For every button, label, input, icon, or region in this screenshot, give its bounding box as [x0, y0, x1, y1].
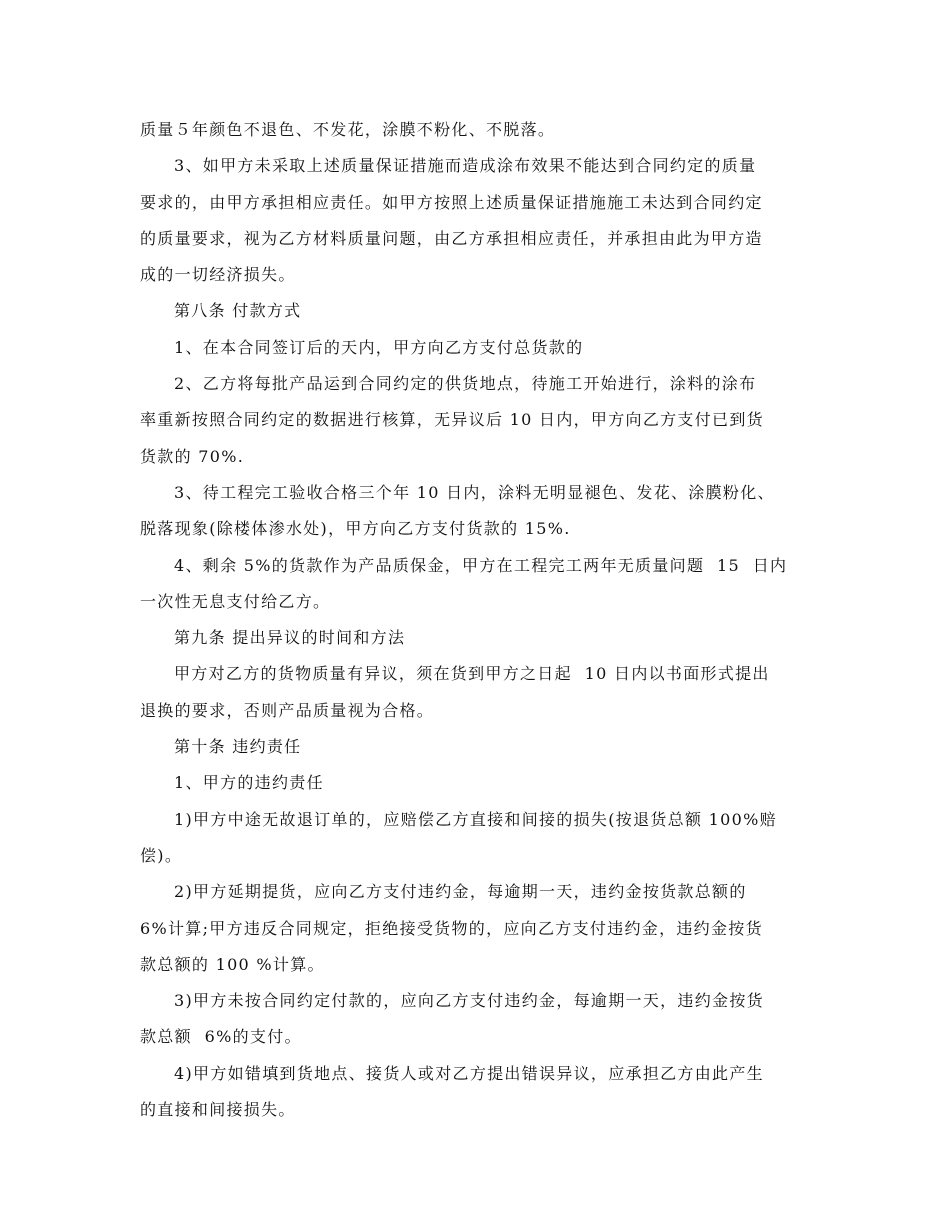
text-line: 的质量要求，视为乙方材料质量问题，由乙方承担相应责任，并承担由此为甲方造 — [140, 228, 763, 248]
text-line: 3)甲方未按合同约定付款的，应向乙方支付违约金，每逾期一天，违约金按货 — [174, 991, 764, 1011]
text-line: 甲方对乙方的货物质量有异议，须在货到甲方之日起 10 日内以书面形式提出 — [174, 664, 770, 684]
contract-paragraph — [140, 765, 820, 801]
contract-paragraph — [140, 874, 820, 983]
contract-paragraph — [140, 548, 820, 621]
text-line: 1、在本合同签订后的天内，甲方向乙方支付总货款的 — [174, 337, 584, 357]
contract-paragraph — [140, 366, 820, 475]
text-line: 款总额 6%的支付。 — [140, 1027, 302, 1047]
contract-paragraph — [140, 729, 820, 765]
text-line: 的直接和间接损失。 — [140, 1100, 296, 1120]
text-line: 2、乙方将每批产品运到合同约定的供货地点，待施工开始进行，涂料的涂布 — [174, 374, 757, 394]
text-line: 要求的，由甲方承担相应责任。如甲方按照上述质量保证措施施工未达到合同约定 — [140, 192, 763, 212]
text-line: 第九条 提出异议的时间和方法 — [174, 628, 406, 648]
contract-paragraph — [140, 112, 820, 148]
text-line: 3、如甲方未采取上述质量保证措施而造成涂布效果不能达到合同约定的质量 — [174, 156, 757, 176]
text-line: 1)甲方中途无故退订单的，应赔偿乙方直接和间接的损失(按退货总额 100%赔 — [174, 809, 777, 829]
contract-paragraph — [140, 620, 820, 656]
text-line: 退换的要求，否则产品质量视为合格。 — [140, 700, 435, 720]
text-line: 脱落现象(除楼体渗水处)，甲方向乙方支付货款的 15%. — [140, 519, 571, 539]
text-line: 1、甲方的违约责任 — [174, 773, 324, 793]
text-line: 货款的 70%. — [140, 446, 245, 466]
text-line: 4)甲方如错填到货地点、接货人或对乙方提出错误异议，应承担乙方由此产生 — [174, 1063, 764, 1083]
contract-paragraph — [140, 475, 820, 548]
text-line: 第十条 违约责任 — [174, 737, 302, 757]
text-line: 偿)。 — [140, 845, 183, 865]
text-line: 4、剩余 5%的货款作为产品质保金，甲方在工程完工两年无质量问题 15 日内 — [174, 555, 788, 575]
text-line: 成的一切经济损失。 — [140, 265, 296, 285]
text-line: 3、待工程完工验收合格三个年 10 日内，涂料无明显褪色、发花、涂膜粉化、 — [174, 482, 775, 502]
text-line: 率重新按照合同约定的数据进行核算，无异议后 10 日内，甲方向乙方支付已到货 — [140, 410, 764, 430]
text-line: 第八条 付款方式 — [174, 301, 302, 321]
contract-paragraph — [140, 983, 820, 1056]
text-line: 一次性无息支付给乙方。 — [140, 591, 331, 611]
document-page — [140, 112, 820, 1128]
contract-paragraph — [140, 293, 820, 329]
contract-paragraph — [140, 1056, 820, 1129]
contract-paragraph — [140, 656, 820, 729]
contract-paragraph — [140, 148, 820, 293]
contract-paragraph — [140, 330, 820, 366]
text-line: 6%计算;甲方违反合同规定，拒绝接受货物的，应向乙方支付违约金，违约金按货 — [140, 918, 763, 938]
text-line: 质量５年颜色不退色、不发花，涂膜不粉化、不脱落。 — [140, 120, 556, 139]
text-line: 2)甲方延期提货，应向乙方支付违约金，每逾期一天，违约金按货款总额的 — [174, 882, 747, 902]
contract-paragraph — [140, 802, 820, 875]
text-line: 款总额的 100 %计算。 — [140, 954, 325, 974]
